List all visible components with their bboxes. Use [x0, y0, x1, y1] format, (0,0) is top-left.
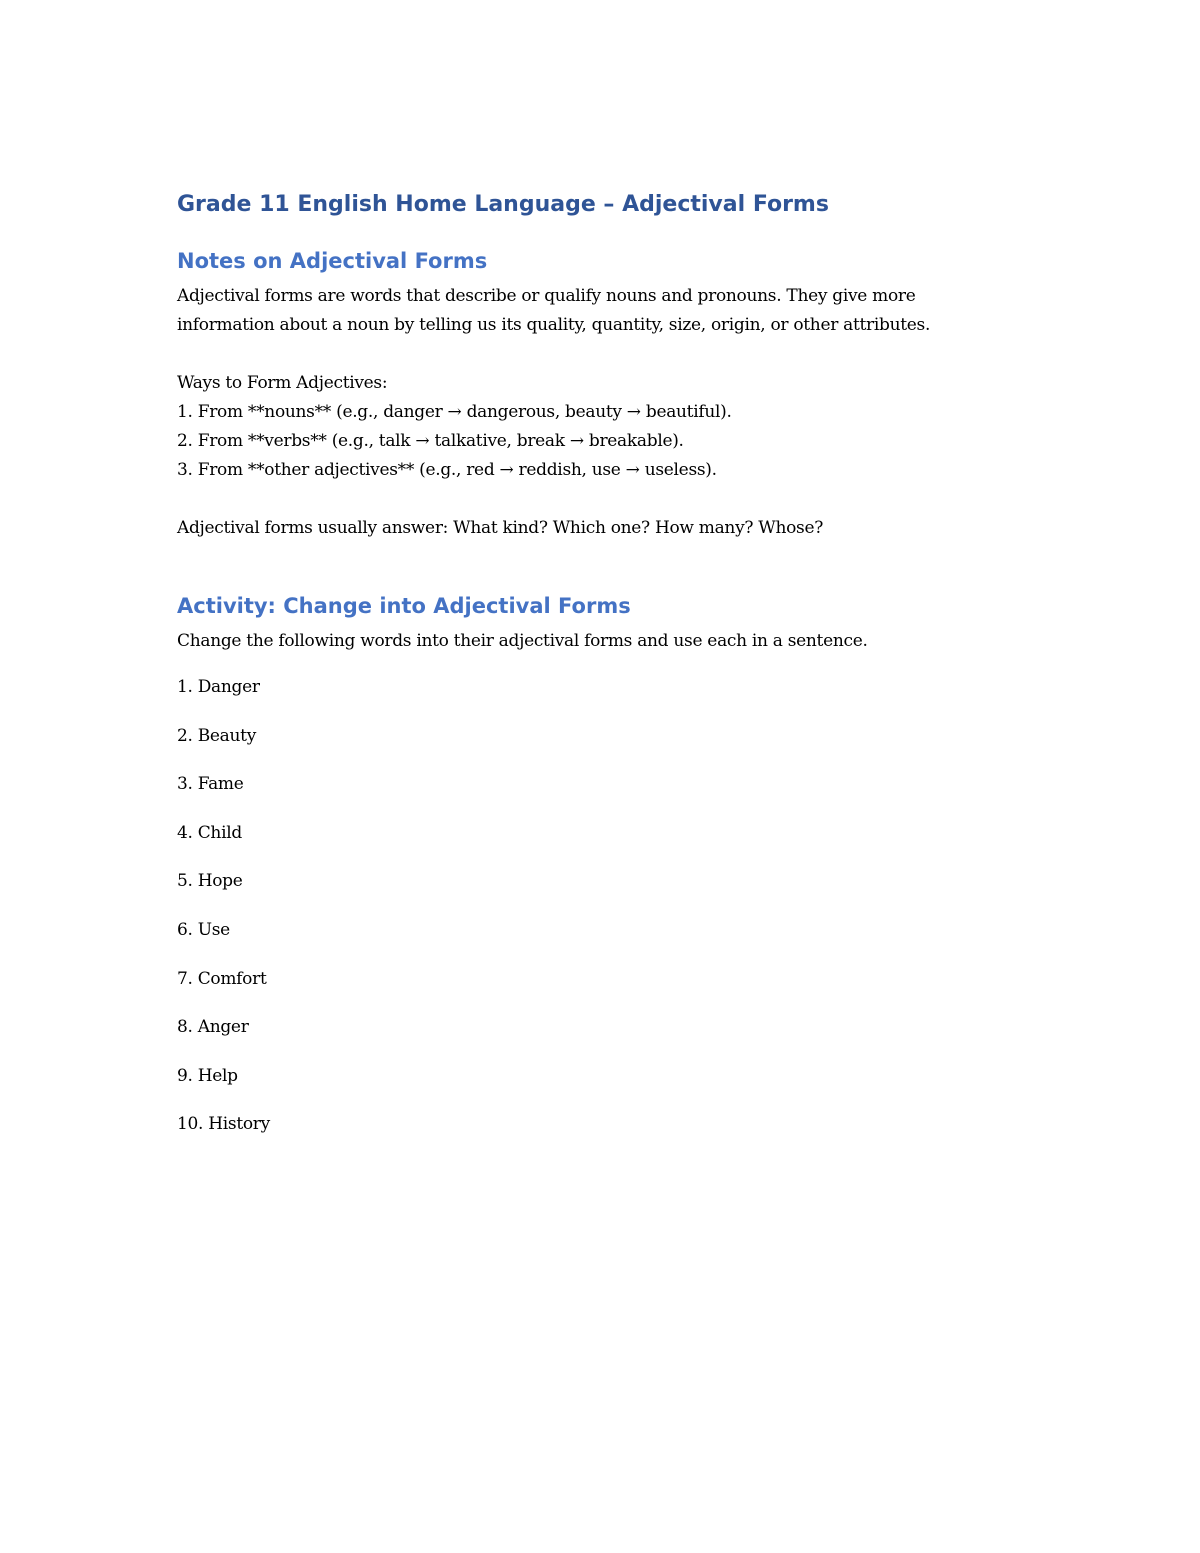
activity-instruction: Change the following words into their adjectival forms and use each in a sentence. — [177, 631, 868, 651]
document-content — [177, 188, 1037, 1159]
page-title: Grade 11 English Home Language – Adjectival Forms — [177, 192, 829, 217]
spacer — [177, 340, 1037, 369]
spacer — [177, 543, 1037, 591]
activity-item: 10. History — [177, 1114, 270, 1135]
activity-item: 6. Use — [177, 919, 230, 940]
answer-line: Adjectival forms usually answer: What kind? Which one? How many? Whose? — [177, 518, 824, 538]
activity-heading: Activity: Change into Adjectival Forms — [177, 594, 631, 618]
notes-intro-line-2: information about a noun by telling us its quality, quantity, size, origin, or other attributes. — [177, 315, 931, 335]
ways-heading: Ways to Form Adjectives: — [177, 373, 388, 393]
activity-item: 7. Comfort — [177, 968, 267, 989]
activity-list — [177, 673, 1037, 1159]
notes-intro-line-1: Adjectival forms are words that describe or qualify nouns and pronouns. They give more — [177, 286, 916, 306]
activity-item: 2. Beauty — [177, 725, 256, 746]
activity-item: 8. Anger — [177, 1017, 249, 1038]
ways-item: 3. From **other adjectives** (e.g., red → reddish, use → useless). — [177, 460, 717, 480]
ways-item: 1. From **nouns** (e.g., danger → dangerous, beauty → beautiful). — [177, 402, 732, 422]
spacer — [177, 485, 1037, 514]
notes-heading: Notes on Adjectival Forms — [177, 249, 488, 273]
activity-item: 4. Child — [177, 822, 242, 843]
ways-item: 2. From **verbs** (e.g., talk → talkative, break → breakable). — [177, 431, 684, 451]
activity-item: 3. Fame — [177, 774, 244, 795]
activity-item: 1. Danger — [177, 677, 260, 697]
activity-item: 5. Hope — [177, 871, 243, 892]
activity-item: 9. Help — [177, 1065, 238, 1086]
